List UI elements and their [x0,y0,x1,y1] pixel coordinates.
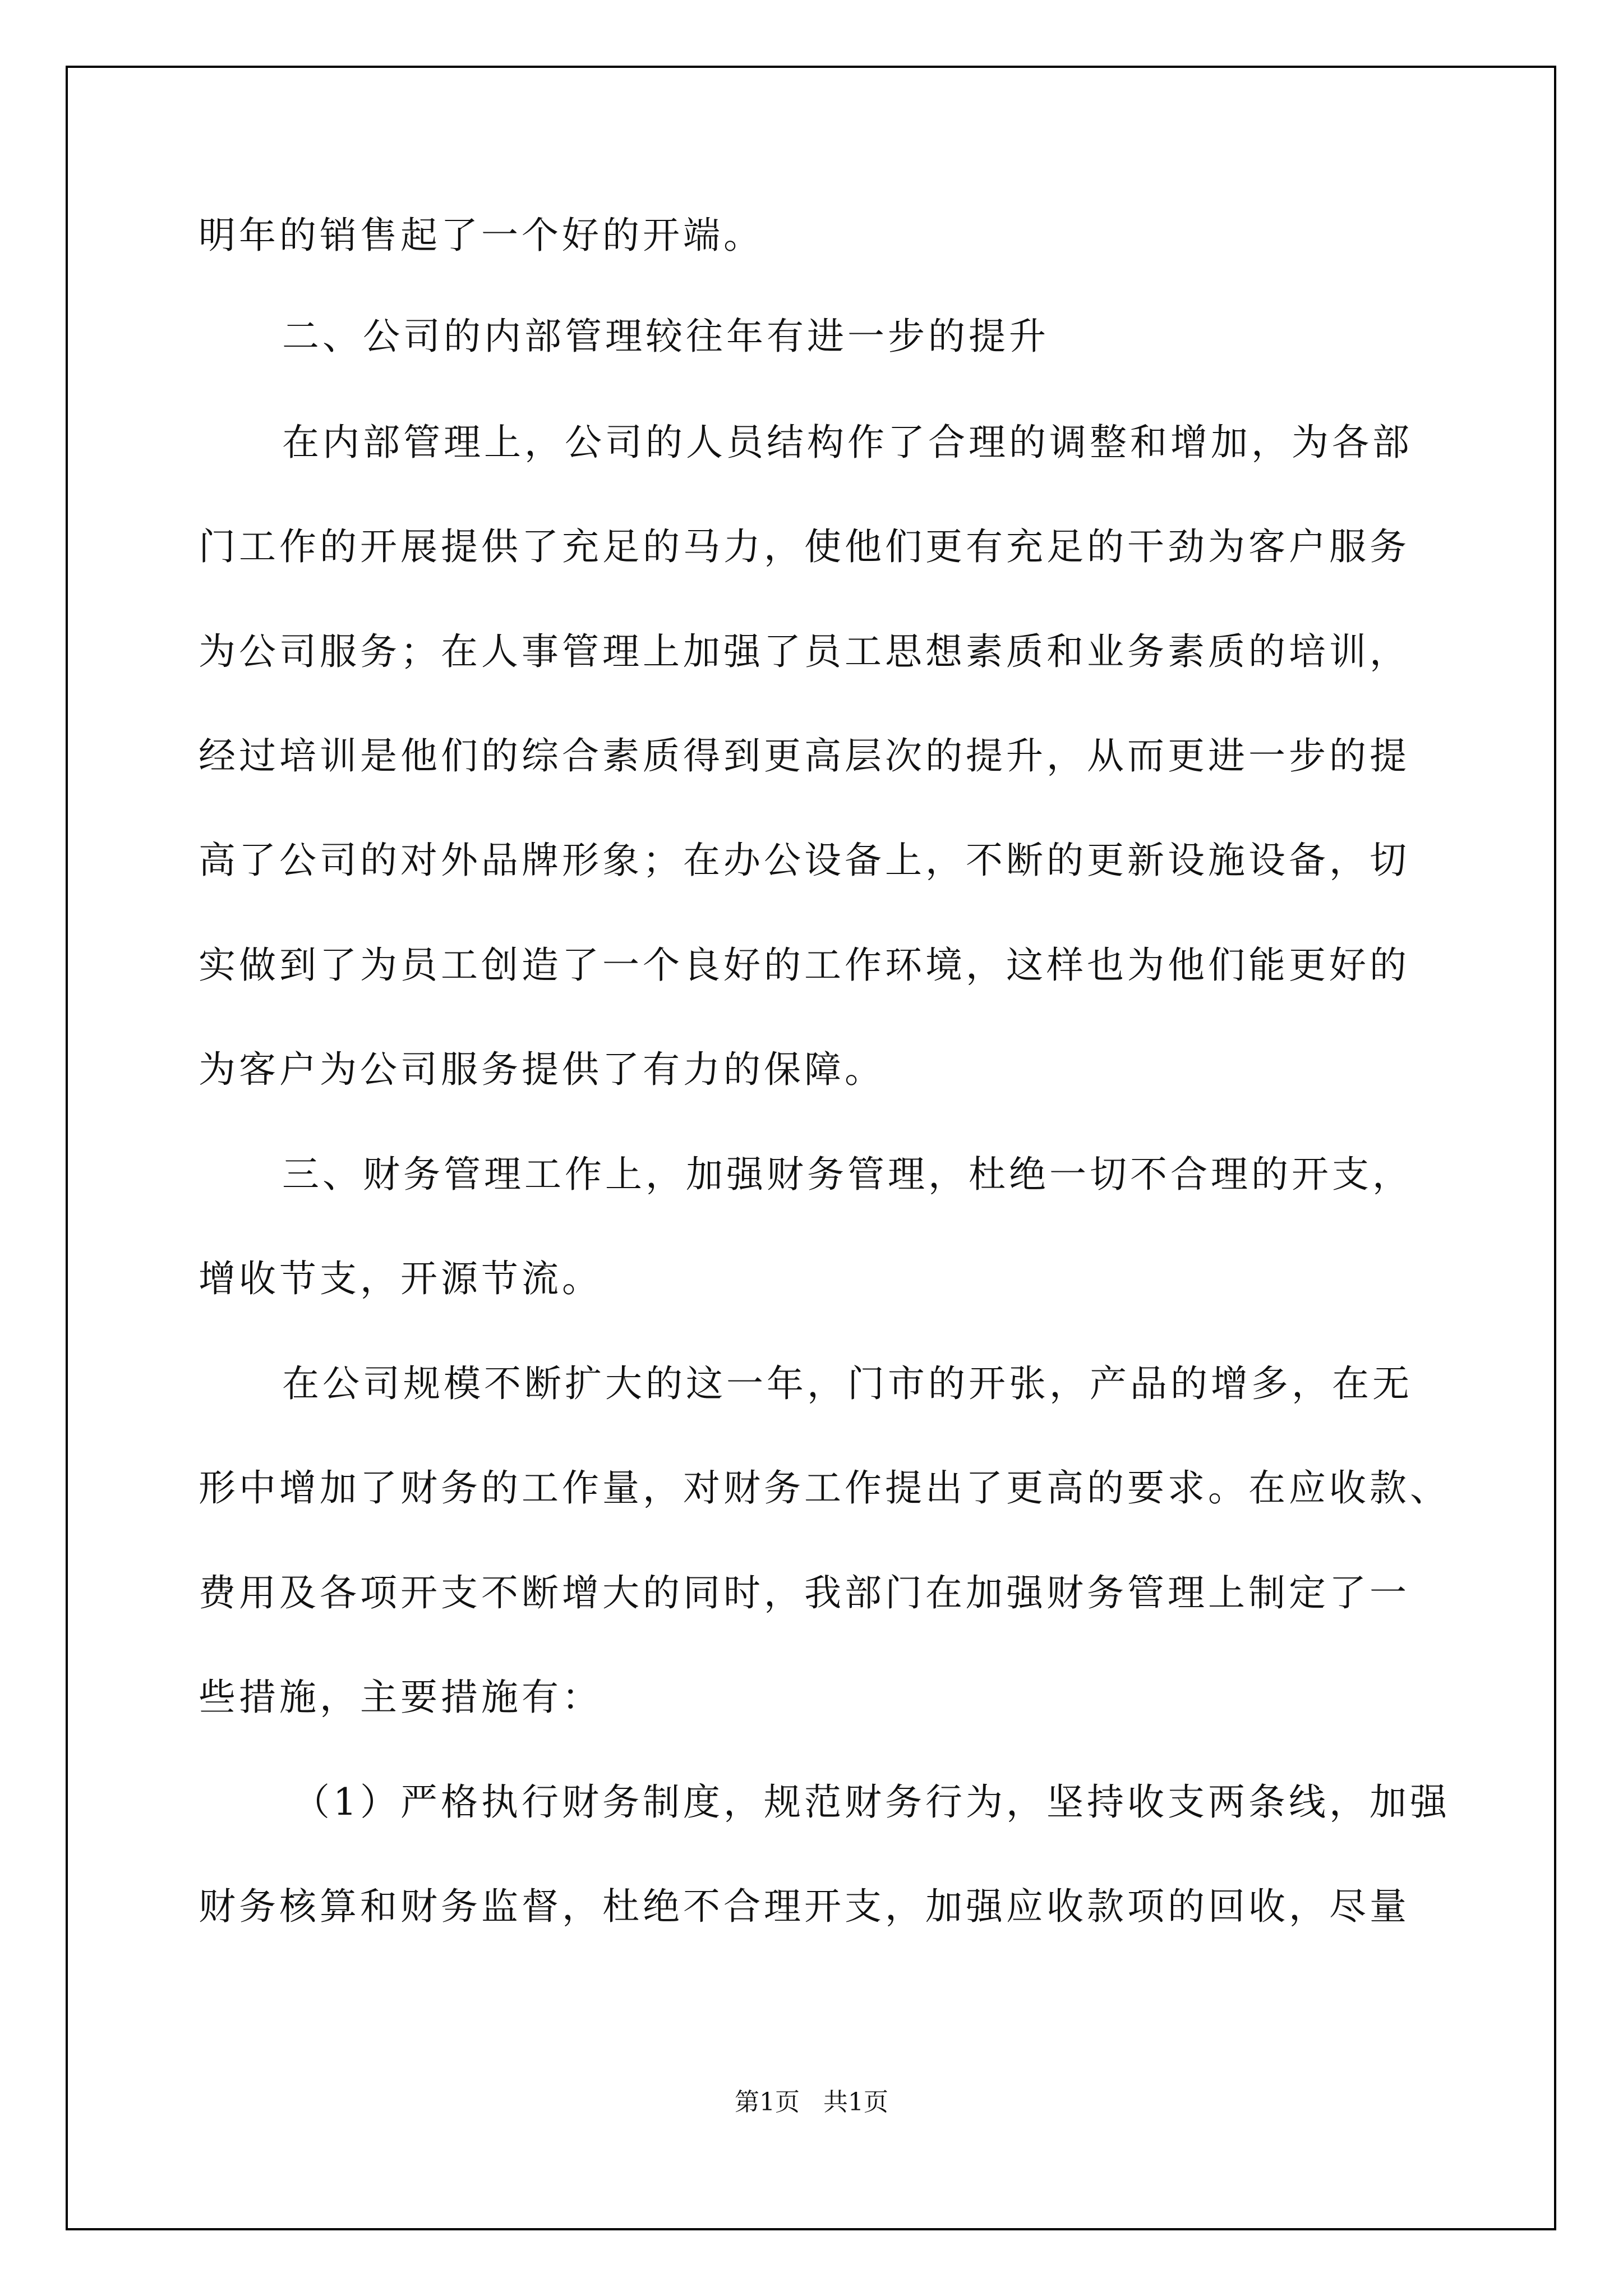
section-heading-2: 二、公司的内部管理较往年有进一步的提升 [282,315,1049,358]
section-heading-3: 三、财务管理工作上，加强财务管理，杜绝一切不合理的开支， [282,1153,1413,1196]
text-line-9: 为客户为公司服务提供了有力的保障。 [199,1048,885,1091]
text-line-1: 明年的销售起了一个好的开端。 [199,214,764,257]
text-line-8: 实做到了为员工创造了一个良好的工作环境，这样也为他们能更好的 [199,944,1410,987]
text-line-11: 增收节支，开源节流。 [199,1257,602,1300]
text-line-4: 门工作的开展提供了充足的马力，使他们更有充足的干劲为客户服务 [199,525,1410,568]
text-line-13: 形中增加了财务的工作量，对财务工作提出了更高的要求。在应收款、 [199,1466,1450,1510]
text-line-6: 经过培训是他们的综合素质得到更高层次的提升，从而更进一步的提 [199,734,1410,777]
text-line-12: 在公司规模不断扩大的这一年，门市的开张，产品的增多，在无 [282,1362,1413,1405]
page-number-footer: 第1页 共1页 [735,2088,888,2116]
text-line-17: 财务核算和财务监督，杜绝不合理开支，加强应收款项的回收，尽量 [199,1885,1410,1928]
text-line-7: 高了公司的对外品牌形象；在办公设备上，不断的更新设施设备，切 [199,839,1410,882]
text-line-3: 在内部管理上，公司的人员结构作了合理的调整和增加，为各部 [282,421,1413,464]
text-line-5: 为公司服务；在人事管理上加强了员工思想素质和业务素质的培训， [199,630,1410,673]
list-item-1: （1）严格执行财务制度，规范财务行为，坚持收支两条线，加强 [293,1780,1450,1824]
text-line-14: 费用及各项开支不断增大的同时，我部门在加强财务管理上制定了一 [199,1571,1410,1614]
text-line-15: 些措施，主要措施有： [199,1676,602,1719]
